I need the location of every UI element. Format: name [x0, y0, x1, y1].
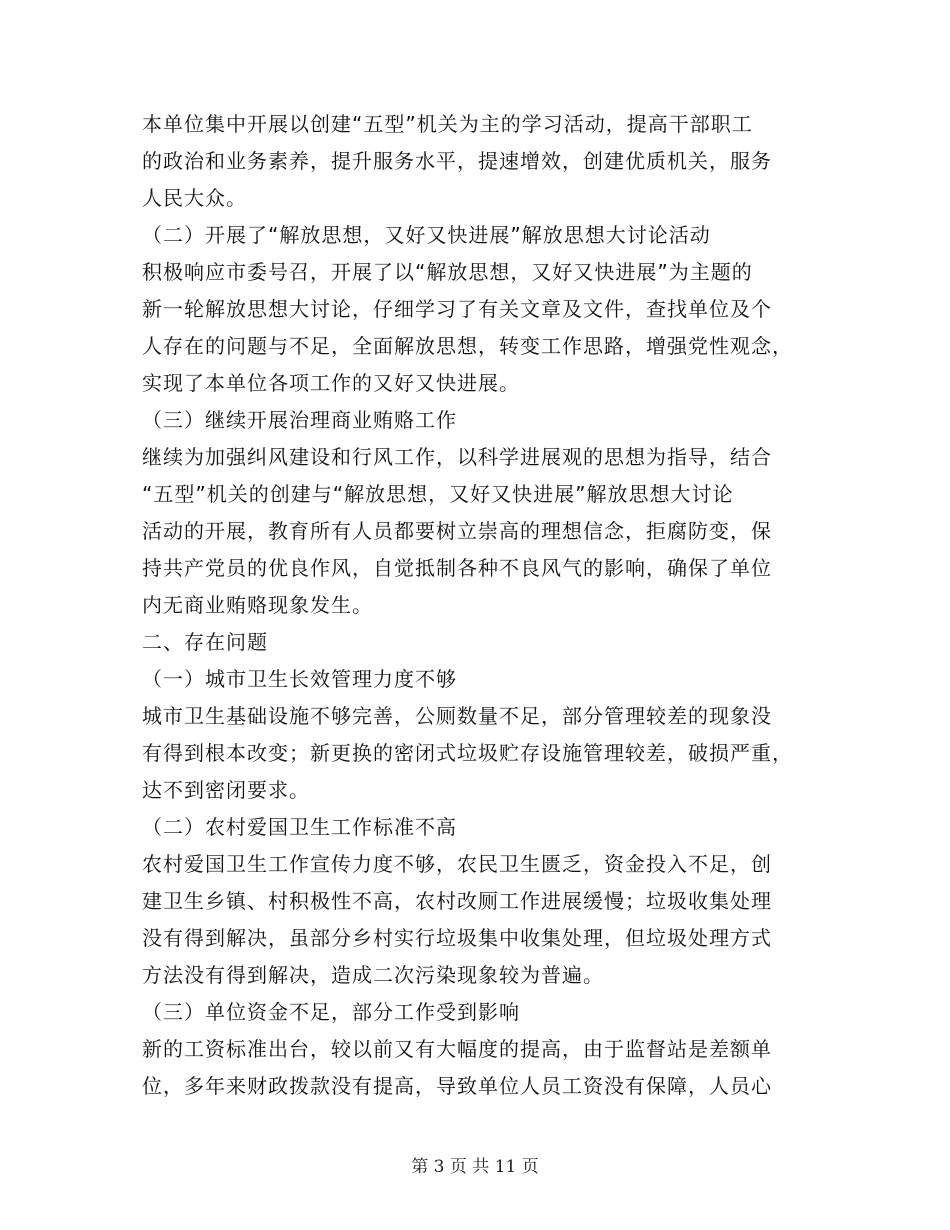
text-line: 的政治和业务素养，提升服务水平，提速增效，创建优质机关，服务	[142, 149, 772, 173]
text-line: 城市卫生基础设施不够完善，公厕数量不足，部分管理较差的现象没	[142, 704, 772, 728]
section-heading: （三）继续开展治理商业贿赂工作	[142, 408, 457, 432]
text-line: “五型”机关的创建与“解放思想，又好又快进展”解放思想大讨论	[142, 482, 734, 506]
text-line: 达不到密闭要求。	[142, 778, 310, 802]
text-line: 人民大众。	[142, 186, 247, 210]
page-number-footer: 第 3 页 共 11 页	[411, 1157, 539, 1177]
text-line: 新的工资标准出台，较以前又有大幅度的提高，由于监督站是差额单	[142, 1037, 772, 1061]
document-body	[142, 106, 822, 1105]
section-heading: （一）城市卫生长效管理力度不够	[142, 667, 457, 691]
text-line: 农村爱国卫生工作宣传力度不够，农民卫生匮乏，资金投入不足，创	[142, 852, 772, 876]
section-heading: （二）开展了“解放思想，又好又快进展”解放思想大讨论活动	[142, 223, 711, 247]
text-line: 没有得到解决，虽部分乡村实行垃圾集中收集处理，但垃圾处理方式	[142, 926, 772, 950]
text-line: 建卫生乡镇、村积极性不高，农村改厕工作进展缓慢；垃圾收集处理	[142, 889, 772, 913]
text-line: 有得到根本改变；新更换的密闭式垃圾贮存设施管理较差，破损严重，	[142, 741, 793, 765]
section-heading: （三）单位资金不足，部分工作受到影响	[142, 1000, 520, 1024]
text-line: 内无商业贿赂现象发生。	[142, 593, 373, 617]
text-line: 积极响应市委号召，开展了以“解放思想，又好又快进展”为主题的	[142, 260, 753, 284]
text-line: 活动的开展，教育所有人员都要树立崇高的理想信念，拒腐防变，保	[142, 519, 772, 543]
text-line: 本单位集中开展以创建“五型”机关为主的学习活动，提高干部职工	[142, 112, 753, 136]
text-line: 新一轮解放思想大讨论，仔细学习了有关文章及文件，查找单位及个	[142, 297, 772, 321]
text-line: 人存在的问题与不足，全面解放思想，转变工作思路，增强党性观念，	[142, 334, 793, 358]
text-line: 持共产党员的优良作风，自觉抵制各种不良风气的影响，确保了单位	[142, 556, 772, 580]
text-line: 继续为加强纠风建设和行风工作，以科学进展观的思想为指导，结合	[142, 445, 772, 469]
text-line: 方法没有得到解决，造成二次污染现象较为普遍。	[142, 963, 604, 987]
text-line: 位，多年来财政拨款没有提高，导致单位人员工资没有保障，人员心	[142, 1074, 772, 1098]
text-line: 实现了本单位各项工作的又好又快进展。	[142, 371, 520, 395]
chapter-heading: 二、存在问题	[142, 630, 268, 654]
section-heading: （二）农村爱国卫生工作标准不高	[142, 815, 457, 839]
